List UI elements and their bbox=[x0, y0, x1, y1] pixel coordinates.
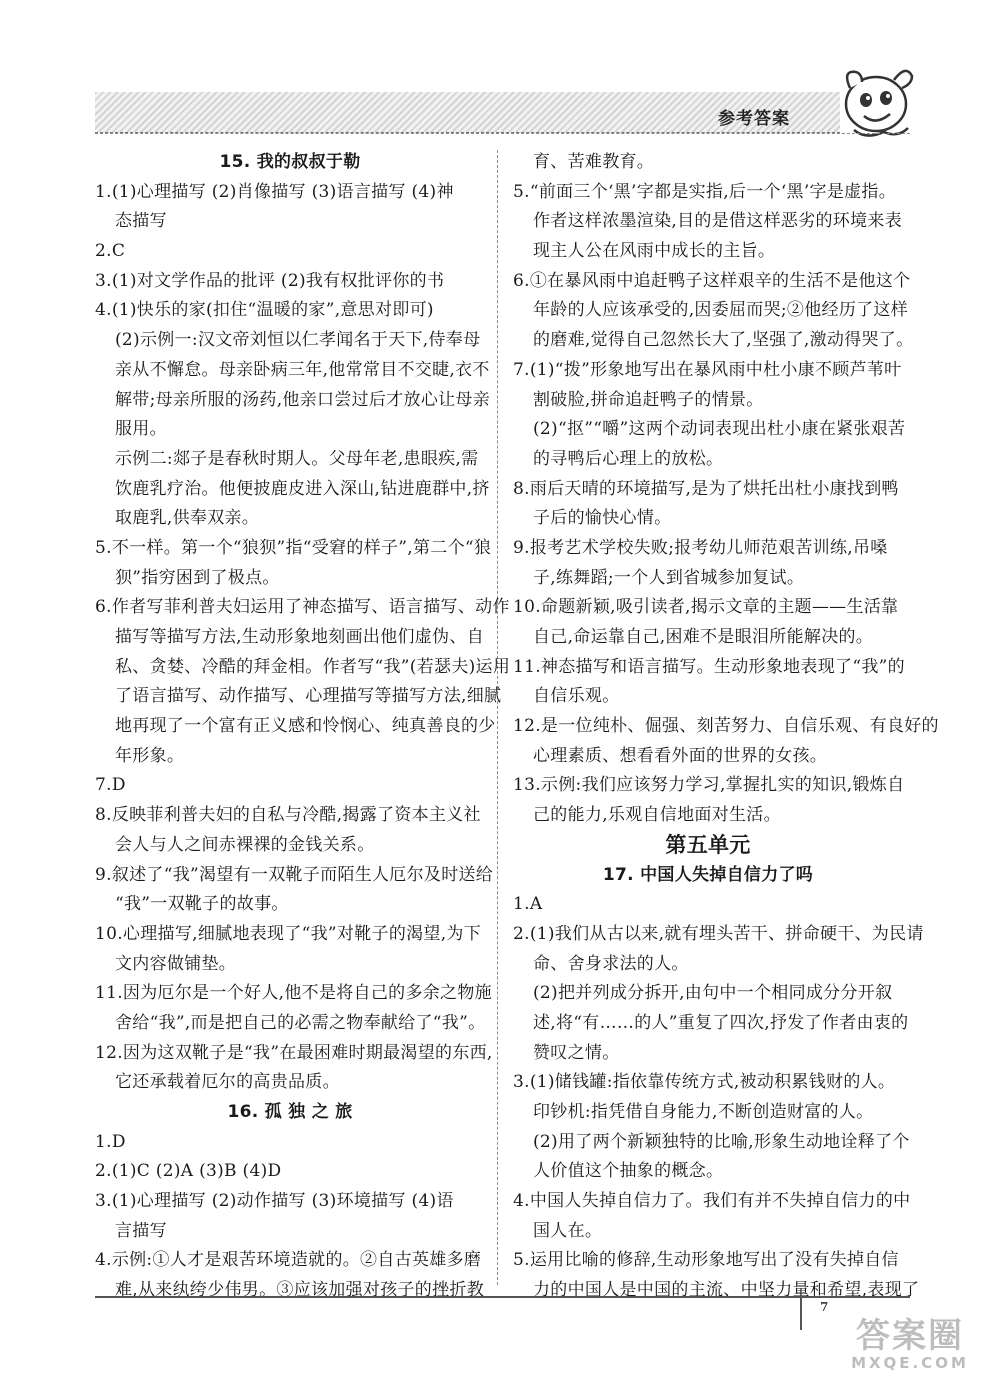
answer-continuation: (2)用了两个新颖独特的比喻,形象生动地诠释了个 bbox=[533, 1131, 910, 1152]
answer-continuation: 述,将“有……的人”重复了四次,抒发了作者由衷的 bbox=[533, 1012, 909, 1033]
answer-line: 7.(1)“拨”形象地写出在暴风雨中杜小康不顾芦苇叶 bbox=[513, 359, 902, 380]
footer-tick bbox=[800, 1296, 802, 1330]
answer-continuation: 力的中国人是中国的主流、中坚力量和希望,表现了 bbox=[533, 1280, 920, 1301]
answer-continuation: 饮鹿乳疗治。他便披鹿皮进入深山,钻进鹿群中,挤 bbox=[115, 478, 490, 499]
watermark bbox=[825, 1318, 995, 1372]
answer-continuation: 自信乐观。 bbox=[533, 686, 620, 707]
answer-continuation: 国人在。 bbox=[533, 1220, 603, 1241]
left-column bbox=[95, 148, 511, 1306]
answer-continuation: (2)把并列成分拆开,由句中一个相同成分分开叙 bbox=[533, 983, 893, 1004]
watermark-url: MXQE.COM bbox=[851, 1354, 969, 1372]
answer-continuation: (2)示例一:汉文帝刘恒以仁孝闻名于天下,侍奉母 bbox=[115, 330, 481, 351]
section-heading: 16. 孤 独 之 旅 bbox=[227, 1102, 353, 1122]
answer-line: 9.报考艺术学校失败;报考幼儿师范艰苦训练,吊嗓 bbox=[513, 537, 888, 558]
answer-continuation: 解带;母亲所服的汤药,他亲口尝过后才放心让母亲 bbox=[115, 389, 491, 410]
answer-line: 4.(1)快乐的家(扣住“温暖的家”,意思对即可) bbox=[95, 300, 434, 321]
answer-continuation: 态描写 bbox=[115, 211, 167, 232]
answer-continuation: 自己,命运靠自己,困难不是眼泪所能解决的。 bbox=[533, 627, 874, 647]
section-heading: 15. 我的叔叔于勒 bbox=[219, 152, 361, 172]
answer-continuation: 服用。 bbox=[115, 419, 167, 440]
right-column bbox=[513, 148, 939, 1306]
answer-line: 12.因为这双靴子是“我”在最困难时期最渴望的东西, bbox=[95, 1042, 493, 1063]
answer-line: 3.(1)心理描写 (2)动作描写 (3)环境描写 (4)语 bbox=[95, 1191, 454, 1212]
answer-continuation: 文内容做铺垫。 bbox=[115, 953, 237, 974]
answer-continuation: 年形象。 bbox=[115, 745, 185, 766]
answer-line: 1.D bbox=[95, 1131, 126, 1152]
answer-line: 3.(1)对文学作品的批评 (2)我有权批评你的书 bbox=[95, 270, 445, 291]
answer-continuation: 难,从来纨绔少伟男。③应该加强对孩子的挫折教 bbox=[115, 1280, 485, 1301]
answer-continuation: 的磨难,觉得自己忽然长大了,坚强了,激动得哭了。 bbox=[533, 330, 914, 351]
answer-line: 8.雨后天晴的环境描写,是为了烘托出杜小康找到鸭 bbox=[513, 478, 899, 499]
watermark-logo-text: 答案圈 bbox=[856, 1316, 964, 1356]
answer-continuation: “我”一双靴子的故事。 bbox=[115, 894, 289, 915]
footer-rule bbox=[95, 1296, 910, 1298]
answer-line: 9.叙述了“我”渴望有一双靴子而陌生人厄尔及时送给 bbox=[95, 864, 494, 885]
answer-continuation: 它还承载着厄尔的高贵品质。 bbox=[115, 1072, 340, 1093]
answer-line: 4.中国人失掉自信力了。我们有并不失掉自信力的中 bbox=[513, 1191, 911, 1212]
page-number: 7 bbox=[820, 1300, 829, 1314]
answer-continuation: 描写等描写方法,生动形象地刻画出他们虚伪、自 bbox=[115, 627, 485, 647]
answer-line: 1.(1)心理描写 (2)肖像描写 (3)语言描写 (4)神 bbox=[95, 181, 454, 202]
answer-continuation: 私、贪婪、冷酷的拜金相。作者写“我”(若瑟夫)运用 bbox=[115, 656, 511, 677]
answer-line: 10.命题新颖,吸引读者,揭示文章的主题——生活靠 bbox=[513, 597, 899, 618]
answer-line: 5.“前面三个‘黑’字都是实指,后一个‘黑’字是虚指。 bbox=[513, 181, 897, 202]
answer-continuation: 育、苦难教育。 bbox=[533, 152, 655, 172]
header-divider bbox=[95, 133, 910, 134]
answer-line: 1.A bbox=[513, 894, 543, 915]
answer-line: 7.D bbox=[95, 775, 126, 796]
answer-continuation: 舍给“我”,而是把自己的必需之物奉献给了“我”。 bbox=[115, 1012, 486, 1033]
answer-line: 6.①在暴风雨中追赶鸭子这样艰辛的生活不是他这个 bbox=[513, 270, 911, 291]
answer-continuation: 命、舍身求法的人。 bbox=[533, 953, 689, 974]
header-title: 参考答案 bbox=[718, 109, 790, 129]
answer-continuation: 地再现了一个富有正义感和怜悯心、纯真善良的少 bbox=[115, 716, 496, 737]
answer-line: 4.示例:①人才是艰苦环境造就的。②自古英雄多磨 bbox=[95, 1250, 482, 1271]
answer-line: 6.作者写菲利普夫妇运用了神态描写、语言描写、动作 bbox=[95, 597, 510, 618]
answer-continuation: 了语言描写、动作描写、心理描写等描写方法,细腻 bbox=[115, 686, 502, 707]
answer-continuation: (2)“抠”“嚼”这两个动词表现出杜小康在紧张艰苦 bbox=[533, 419, 906, 440]
answer-continuation: 己的能力,乐观自信地面对生活。 bbox=[533, 805, 781, 826]
answer-line: 2.C bbox=[95, 241, 126, 262]
cartoon-mascot-icon bbox=[832, 58, 922, 142]
answer-continuation: 印钞机:指凭借自身能力,不断创造财富的人。 bbox=[533, 1102, 874, 1122]
answer-continuation: 取鹿乳,供奉双亲。 bbox=[115, 508, 260, 529]
answer-continuation: 作者这样浓墨渲染,目的是借这样恶劣的环境来表 bbox=[533, 211, 903, 232]
answer-continuation: 子后的愉快心情。 bbox=[533, 508, 672, 529]
answer-line: 5.运用比喻的修辞,生动形象地写出了没有失掉自信 bbox=[513, 1250, 899, 1271]
answer-continuation: 示例二:郯子是春秋时期人。父母年老,患眼疾,需 bbox=[115, 448, 479, 469]
answer-continuation: 会人与人之间赤裸裸的金钱关系。 bbox=[115, 834, 375, 855]
answer-line: 11.神态描写和语言描写。生动形象地表现了“我”的 bbox=[513, 656, 905, 677]
unit-heading: 第五单元 bbox=[665, 832, 751, 857]
answer-line: 12.是一位纯朴、倔强、刻苦努力、自信乐观、有良好的 bbox=[513, 716, 939, 737]
answer-continuation: 赞叹之情。 bbox=[533, 1042, 620, 1063]
answer-line: 2.(1)C (2)A (3)B (4)D bbox=[95, 1161, 282, 1182]
answer-continuation: 狈”指穷困到了极点。 bbox=[115, 567, 280, 588]
column-divider bbox=[497, 150, 498, 1285]
answer-line: 3.(1)储钱罐:指依靠传统方式,被动积累钱财的人。 bbox=[513, 1072, 896, 1093]
answer-line: 11.因为厄尔是一个好人,他不是将自己的多余之物施 bbox=[95, 983, 492, 1004]
answer-line: 5.不一样。第一个“狼狈”指“受窘的样子”,第二个“狼 bbox=[95, 537, 492, 558]
answer-continuation: 现主人公在风雨中成长的主旨。 bbox=[533, 241, 776, 262]
answer-continuation: 子,练舞蹈;一个人到省城参加复试。 bbox=[533, 567, 805, 588]
answer-continuation: 言描写 bbox=[115, 1220, 167, 1241]
answer-continuation: 的寻鸭后心理上的放松。 bbox=[533, 448, 724, 469]
answer-continuation: 年龄的人应该承受的,因委屈而哭;②他经历了这样 bbox=[533, 300, 909, 321]
answer-continuation: 亲从不懈怠。母亲卧病三年,他常常目不交睫,衣不 bbox=[115, 359, 490, 380]
answer-line: 2.(1)我们从古以来,就有埋头苦干、拼命硬干、为民请 bbox=[513, 923, 924, 944]
answer-line: 10.心理描写,细腻地表现了“我”对靴子的渴望,为下 bbox=[95, 923, 482, 944]
answer-continuation: 割破脸,拼命追赶鸭子的情景。 bbox=[533, 389, 764, 410]
section-heading: 17. 中国人失掉自信力了吗 bbox=[602, 864, 814, 885]
answer-line: 8.反映菲利普夫妇的自私与冷酷,揭露了资本主义社 bbox=[95, 805, 481, 826]
answer-line: 13.示例:我们应该努力学习,掌握扎实的知识,锻炼自 bbox=[513, 775, 905, 796]
answer-continuation: 人价值这个抽象的概念。 bbox=[533, 1161, 724, 1182]
answer-continuation: 心理素质、想看看外面的世界的女孩。 bbox=[533, 745, 828, 766]
